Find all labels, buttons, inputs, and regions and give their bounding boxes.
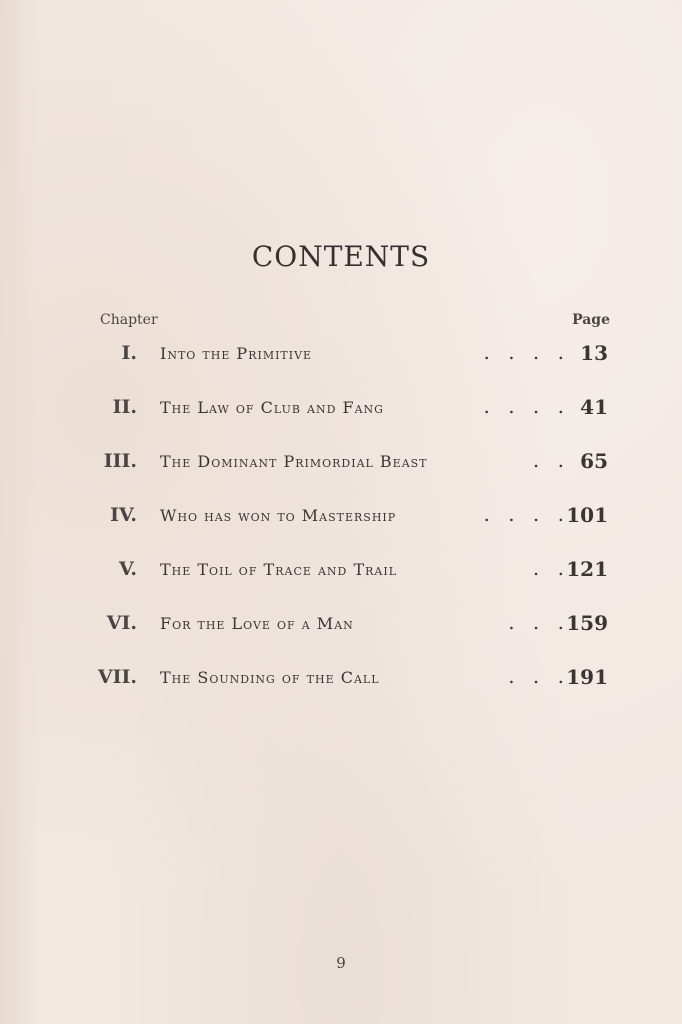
chapter-numeral: V.: [118, 558, 137, 580]
toc-entry: [0, 446, 682, 480]
chapter-title: The Law of Club and Fang: [160, 398, 384, 417]
chapter-title: Into the Primitive: [160, 344, 313, 363]
chapter-title: Who has won to Mastership: [160, 506, 397, 525]
toc-entry: [0, 392, 682, 426]
page-number: 65: [580, 449, 608, 473]
page-number: 101: [566, 503, 608, 527]
chapter-title: The Toil of Trace and Trail: [160, 560, 397, 579]
leader-dots: . . .: [508, 610, 570, 634]
toc-entry: [0, 500, 682, 534]
page-number: 159: [566, 611, 608, 635]
chapter-title: The Dominant Primordial Beast: [160, 452, 428, 471]
page-number: 121: [566, 557, 608, 581]
page-title: CONTENTS: [251, 240, 431, 273]
chapter-numeral: I.: [121, 342, 137, 364]
page-number: 191: [566, 665, 608, 689]
page-number: 13: [580, 341, 608, 365]
chapter-numeral: III.: [103, 450, 137, 472]
leader-dots: . . . .: [483, 394, 570, 418]
leader-dots: . .: [532, 556, 570, 580]
chapter-column-label: Chapter: [100, 312, 158, 328]
chapter-title: The Sounding of the Call: [160, 668, 380, 687]
leader-dots: . . . .: [483, 340, 570, 364]
toc-entry: [0, 338, 682, 372]
folio-number: 9: [336, 954, 346, 972]
page-column-label: Page: [572, 312, 610, 328]
page-number: 41: [580, 395, 608, 419]
chapter-numeral: VII.: [97, 666, 137, 688]
chapter-title: For the Love of a Man: [160, 614, 354, 633]
leader-dots: . . . .: [483, 502, 570, 526]
chapter-numeral: II.: [112, 396, 137, 418]
toc-entry: [0, 608, 682, 642]
toc-entry: [0, 662, 682, 696]
toc-entry: [0, 554, 682, 588]
chapter-numeral: IV.: [110, 504, 137, 526]
leader-dots: . . .: [508, 664, 570, 688]
leader-dots: . .: [532, 448, 570, 472]
chapter-numeral: VI.: [106, 612, 137, 634]
